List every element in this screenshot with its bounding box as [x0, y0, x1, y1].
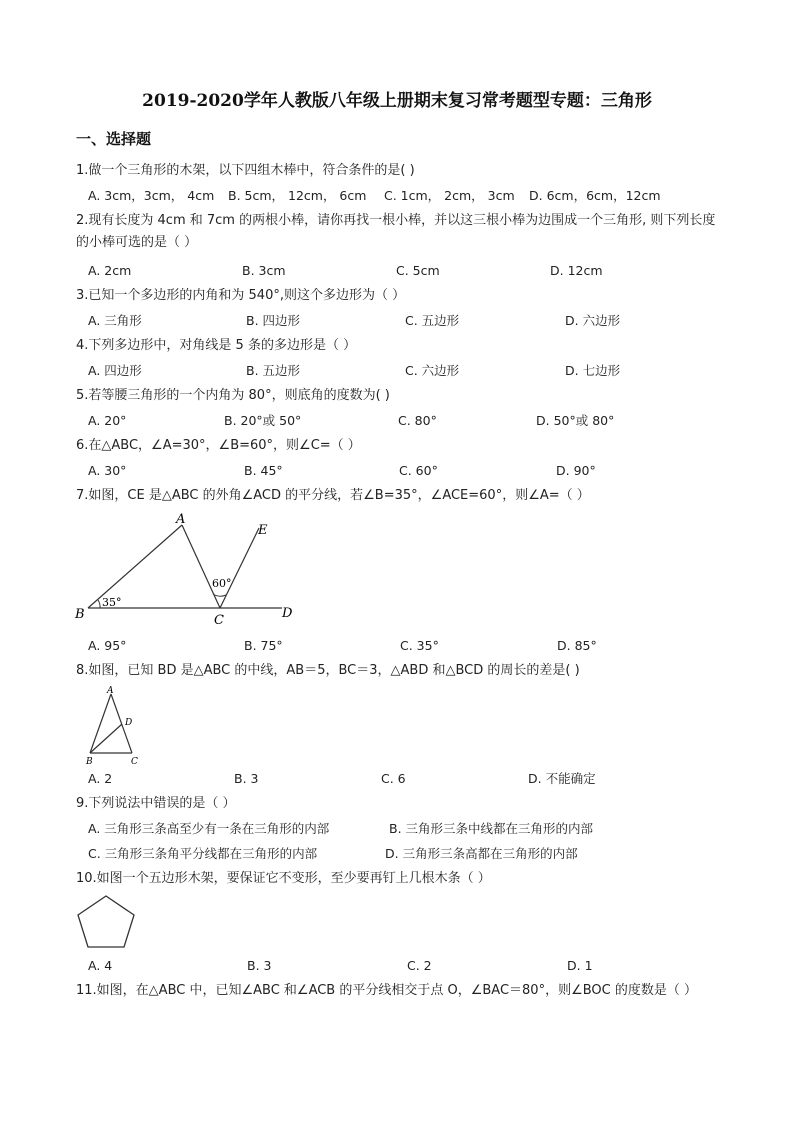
page-title: 2019-2020学年人教版八年级上册期末复习常考题型专题：三角形	[142, 91, 652, 111]
q5-option-c[interactable]: C. 80°	[398, 413, 437, 428]
q3-option-b[interactable]: B. 四边形	[246, 313, 301, 328]
question-1-stem: 1.做一个三角形的木架，以下四组木棒中，符合条件的是( )	[76, 163, 415, 178]
question-8-stem: 8.如图，已知 BD 是△ABC 的中线，AB＝5，BC＝3，△ABD 和△BCD 的周长的差是( )	[76, 663, 580, 678]
q1-option-c[interactable]: C. 1cm， 2cm， 3cm	[384, 188, 515, 203]
segment-ac	[182, 525, 220, 608]
q7-option-b[interactable]: B. 75°	[244, 638, 283, 653]
question-3-stem: 3.已知一个多边形的内角和为 540°,则这个多边形为（ ）	[76, 288, 406, 303]
label-d: D	[125, 718, 133, 728]
q7-triangle-figure	[70, 510, 310, 632]
question-5-stem: 5.若等腰三角形的一个内角为 80°，则底角的度数为( )	[76, 388, 390, 403]
q2-option-b[interactable]: B. 3cm	[242, 263, 286, 278]
q8-option-a[interactable]: A. 2	[88, 771, 113, 786]
q10-option-c[interactable]: C. 2	[407, 958, 432, 973]
question-7-stem: 7.如图，CE 是△ABC 的外角∠ACD 的平分线，若∠B=35°，∠ACE=60°，则∠A=（ ）	[76, 488, 590, 503]
label-b: B	[86, 757, 93, 766]
question-4-stem: 4.下列多边形中，对角线是 5 条的多边形是（ ）	[76, 338, 357, 353]
q1-option-b[interactable]: B. 5cm， 12cm， 6cm	[228, 188, 367, 203]
q8-option-b[interactable]: B. 3	[234, 771, 259, 786]
question-6-stem: 6.在△ABC，∠A=30°，∠B=60°，则∠C=（ ）	[76, 438, 361, 453]
label-c: C	[131, 757, 138, 766]
q10-option-b[interactable]: B. 3	[247, 958, 272, 973]
q5-option-a[interactable]: A. 20°	[88, 413, 127, 428]
q6-option-d[interactable]: D. 90°	[556, 463, 596, 478]
q4-option-a[interactable]: A. 四边形	[88, 363, 142, 378]
q2-option-d[interactable]: D. 12cm	[550, 263, 603, 278]
q3-option-d[interactable]: D. 六边形	[565, 313, 621, 328]
q1-option-a[interactable]: A. 3cm，3cm， 4cm	[88, 188, 215, 203]
q4-option-d[interactable]: D. 七边形	[565, 363, 621, 378]
angle-ace-label: 60°	[212, 577, 232, 590]
q10-option-a[interactable]: A. 4	[88, 958, 113, 973]
segment-ce	[220, 528, 259, 608]
label-b: B	[75, 607, 85, 622]
q7-option-c[interactable]: C. 35°	[400, 638, 439, 653]
question-9-stem: 9.下列说法中错误的是（ ）	[76, 796, 236, 811]
q8-triangle-figure	[80, 684, 150, 766]
q6-option-b[interactable]: B. 45°	[244, 463, 283, 478]
q5-option-d[interactable]: D. 50°或 80°	[536, 413, 615, 428]
q7-option-a[interactable]: A. 95°	[88, 638, 127, 653]
angle-b-label: 35°	[102, 596, 122, 609]
q8-option-c[interactable]: C. 6	[381, 771, 406, 786]
q4-option-b[interactable]: B. 五边形	[246, 363, 301, 378]
q6-option-a[interactable]: A. 30°	[88, 463, 127, 478]
angle-b-arc	[98, 600, 100, 608]
label-a: A	[176, 512, 186, 527]
q9-option-d[interactable]: D. 三角形三条高都在三角形的内部	[385, 846, 578, 861]
section-heading: 一、选择题	[76, 130, 152, 148]
label-a: A	[107, 686, 114, 696]
q3-option-c[interactable]: C. 五边形	[405, 313, 460, 328]
label-e: E	[258, 523, 268, 538]
q9-option-c[interactable]: C. 三角形三条角平分线都在三角形的内部	[88, 846, 318, 861]
q10-option-d[interactable]: D. 1	[567, 958, 593, 973]
label-d: D	[282, 606, 293, 621]
q2-option-c[interactable]: C. 5cm	[396, 263, 440, 278]
question-10-stem: 10.如图一个五边形木架，要保证它不变形，至少要再钉上几根木条（ ）	[76, 871, 491, 886]
q9-option-b[interactable]: B. 三角形三条中线都在三角形的内部	[389, 821, 594, 836]
pentagon-figure	[74, 893, 138, 951]
q3-option-a[interactable]: A. 三角形	[88, 313, 142, 328]
q1-option-d[interactable]: D. 6cm，6cm，12cm	[529, 188, 661, 203]
label-c: C	[214, 613, 224, 628]
q6-option-c[interactable]: C. 60°	[399, 463, 438, 478]
question-2-stem: 2.现有长度为 4cm 和 7cm 的两根小棒，请你再找一根小棒，并以这三根小棒为边围成一个三角形, 则下列长度的小棒可选的是（ ）	[76, 213, 716, 250]
q9-option-a[interactable]: A. 三角形三条高至少有一条在三角形的内部	[88, 821, 330, 836]
question-11-stem: 11.如图，在△ABC 中，已知∠ABC 和∠ACB 的平分线相交于点 O，∠BAC＝80°，则∠BOC 的度数是（ ）	[76, 983, 697, 998]
q4-option-c[interactable]: C. 六边形	[405, 363, 460, 378]
q2-option-a[interactable]: A. 2cm	[88, 263, 132, 278]
q7-option-d[interactable]: D. 85°	[557, 638, 597, 653]
q5-option-b[interactable]: B. 20°或 50°	[224, 413, 302, 428]
pentagon-shape	[78, 896, 134, 947]
q8-option-d[interactable]: D. 不能确定	[528, 771, 596, 786]
